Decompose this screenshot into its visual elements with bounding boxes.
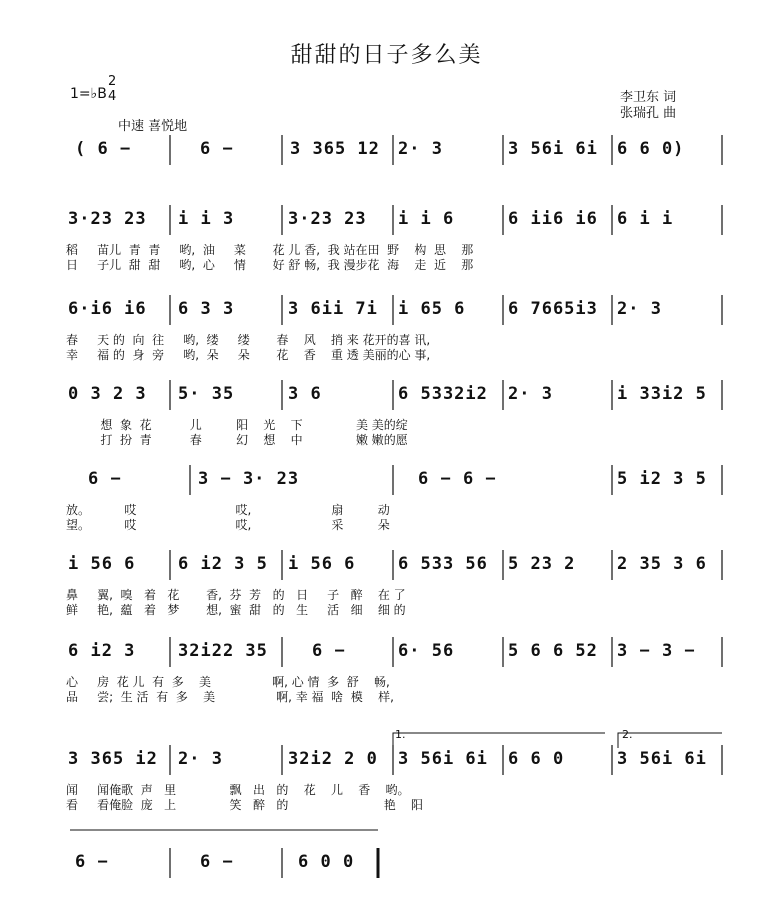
measure-notes: 5 i2 3 5 — [617, 469, 707, 489]
measure-notes: 3 56i 6i — [508, 139, 598, 159]
measure-notes: 2· 3 — [508, 384, 553, 404]
measure-notes: 3 56i 6i — [617, 749, 707, 769]
measure-notes: i i 3 — [178, 209, 235, 229]
measure-notes: 6 i i — [617, 209, 674, 229]
measure-notes: ( 6 − — [75, 139, 132, 159]
measure-notes: i i 6 — [398, 209, 455, 229]
lyric-line: 打 扮 青 春 幻 想 中 嫩 嫩的愿 — [66, 433, 408, 447]
measure-notes: i 65 6 — [398, 299, 466, 319]
measure-notes: 6·i6 i6 — [68, 299, 147, 319]
measure-notes: 3 365 12 — [290, 139, 380, 159]
measure-notes: 5· 35 — [178, 384, 235, 404]
measure-notes: 6 i2 3 — [68, 641, 136, 661]
measure-notes: 6 7665i3 — [508, 299, 598, 319]
composer-credit: 张瑞孔 曲 — [620, 106, 677, 121]
key-signature: 1=♭B — [70, 86, 107, 102]
measure-notes: 6· 56 — [398, 641, 455, 661]
lyric-line: 鲜 艳, 藴 着 梦 想, 蜜 甜 的 生 活 细 细 的 — [66, 603, 406, 617]
measure-notes: 6 533 56 — [398, 554, 488, 574]
measure-notes: i 56 6 — [288, 554, 356, 574]
measure-notes: 6 − — [75, 852, 109, 872]
volta-1: 1. — [395, 728, 406, 741]
measure-notes: 6 ii6 i6 — [508, 209, 598, 229]
measure-notes: 3 365 i2 — [68, 749, 158, 769]
measure-notes: 3·23 23 — [68, 209, 147, 229]
measure-notes: 6 − — [88, 469, 122, 489]
measure-notes: 5 23 2 — [508, 554, 576, 574]
measure-notes: 6 3 3 — [178, 299, 235, 319]
lyric-line: 品 尝; 生 活 有 多 美 啊, 幸 福 啥 模 样, — [66, 690, 394, 704]
lyric-line: 闻 闻俺歌 声 里 飘 出 的 花 儿 香 哟。 — [66, 783, 410, 797]
measure-notes: 6 0 0 — [298, 852, 355, 872]
measure-notes: 3·23 23 — [288, 209, 367, 229]
lyric-line: 鼻 翼, 嗅 着 花 香, 芬 芳 的 日 子 醉 在 了 — [66, 588, 406, 602]
lyric-line: 看 看俺脸 庞 上 笑 醉 的 艳 阳 — [66, 798, 424, 812]
tempo-marking: 中速 喜悦地 — [118, 119, 188, 134]
volta-2: 2. — [622, 728, 633, 741]
lyric-line: 心 房 花 儿 有 多 美 啊, 心 情 多 舒 畅, — [66, 675, 390, 689]
measure-notes: 2 35 3 6 — [617, 554, 707, 574]
measure-notes: 3 − 3· 23 — [198, 469, 300, 489]
measure-notes: 6 i2 3 5 — [178, 554, 268, 574]
measure-notes: 6 − 6 − — [418, 469, 497, 489]
lyric-line: 幸 福 的 身 旁 哟, 朵 朵 花 香 重 透 美丽的心 事, — [66, 348, 431, 362]
lyric-line: 日 子儿 甜 甜 哟, 心 情 好 舒 畅, 我 漫步花 海 走 近 那 — [66, 258, 474, 272]
measure-notes: 3 − 3 − — [617, 641, 696, 661]
measure-notes: 6 6 0) — [617, 139, 685, 159]
measure-notes: i 56 6 — [68, 554, 136, 574]
lyricist-credit: 李卫东 词 — [620, 90, 677, 105]
measure-notes: 0 3 2 3 — [68, 384, 147, 404]
measure-notes: 5 6 6 52 — [508, 641, 598, 661]
song-title: 甜甜的日子多么美 — [290, 43, 483, 68]
measure-notes: 6 5332i2 — [398, 384, 488, 404]
measure-notes: 6 6 0 — [508, 749, 565, 769]
measure-notes: 3 6ii 7i — [288, 299, 378, 319]
meter-bottom: 4 — [108, 89, 117, 104]
lyric-line: 放。 哎 哎, 扇 动 — [66, 503, 390, 517]
measure-notes: 3 6 — [288, 384, 322, 404]
lyric-line: 想 象 花 儿 阳 光 下 美 美的绽 — [66, 418, 408, 432]
meter-top: 2 — [108, 74, 117, 89]
measure-notes: 32i2 2 0 — [288, 749, 378, 769]
measure-notes: 6 − — [312, 641, 346, 661]
measure-notes: 2· 3 — [178, 749, 223, 769]
lyric-line: 望。 哎 哎, 采 朵 — [66, 518, 390, 532]
measure-notes: 3 56i 6i — [398, 749, 488, 769]
lyric-line: 春 天 的 向 往 哟, 缕 缕 春 风 捎 来 花开的喜 讯, — [66, 333, 431, 347]
measure-notes: 2· 3 — [398, 139, 443, 159]
measure-notes: 32i22 35 — [178, 641, 268, 661]
measure-notes: 6 − — [200, 852, 234, 872]
measure-notes: i 33i2 5 — [617, 384, 707, 404]
measure-notes: 2· 3 — [617, 299, 662, 319]
lyric-line: 稻 苗儿 青 青 哟, 油 菜 花 儿 香, 我 站在田 野 构 思 那 — [66, 243, 474, 257]
measure-notes: 6 − — [200, 139, 234, 159]
